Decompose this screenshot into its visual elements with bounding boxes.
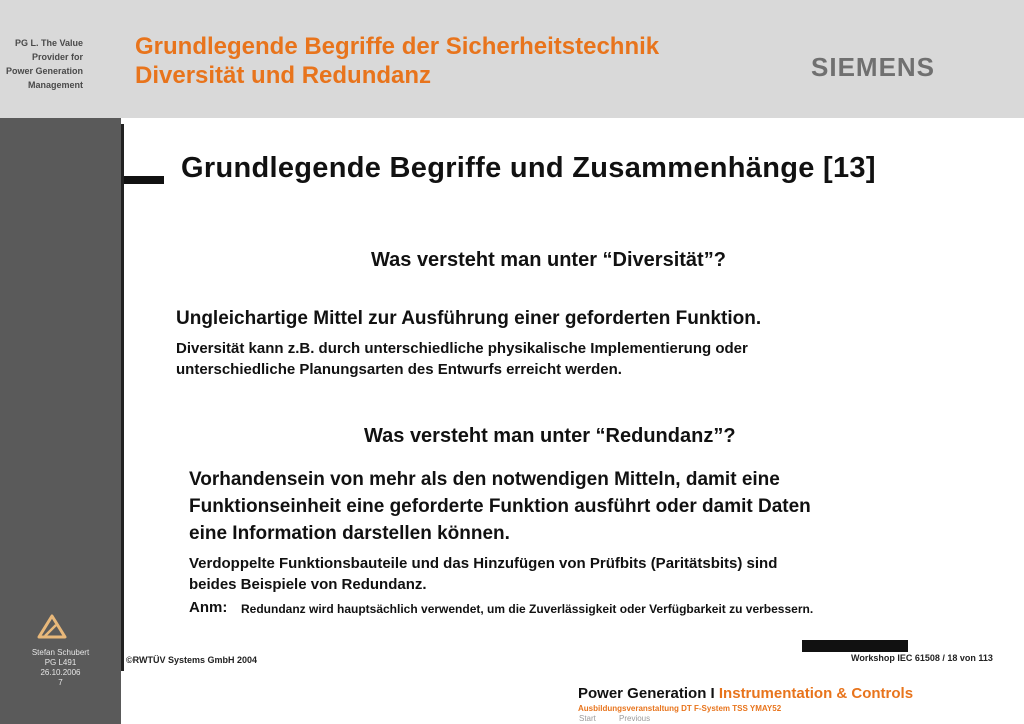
answer-redundancy-detail-2: beides Beispiele von Redundanz. (189, 576, 427, 593)
answer-diversity-detail-1: Diversität kann z.B. durch unterschiedliche physikalische Implementierung oder (176, 340, 748, 357)
question-diversity: Was versteht man unter “Diversität”? (371, 249, 726, 271)
author-name: Stefan Schubert (31, 648, 90, 657)
scan-copyright: ©RWTÜV Systems GmbH 2004 (126, 655, 258, 665)
footer-division (578, 685, 913, 702)
answer-redundancy-main-3: eine Information darstellen können. (189, 523, 510, 544)
scanned-slide (121, 124, 1024, 671)
siemens-logo: SIEMENS (811, 52, 936, 82)
note-text: Redundanz wird hauptsächlich verwendet, um die Zuverlässigkeit oder Verfügbarkeit zu verbessern. (241, 602, 814, 616)
nav-previous-link[interactable]: Previous (619, 714, 651, 723)
answer-diversity-main: Ungleichartige Mittel zur Ausführung einer geforderten Funktion. (176, 308, 762, 329)
heading-bullet (124, 176, 164, 184)
slide-date: 26.10.2006 (40, 668, 81, 677)
tagline-line-1: PG L. The Value (14, 38, 83, 48)
division-separator: I (710, 685, 715, 702)
answer-redundancy-detail-1: Verdoppelte Funktionsbauteile und das Hinzufügen von Prüfbits (Paritätsbits) sind (189, 555, 778, 572)
title-line-2: Diversität und Redundanz (135, 62, 432, 89)
title-line-1: Grundlegende Begriffe der Sicherheitstechnik (135, 33, 660, 60)
nav-start-link[interactable]: Start (579, 714, 596, 723)
area-name: Instrumentation & Controls (718, 685, 914, 702)
author-info (0, 648, 121, 688)
footer-subtitle: Ausbildungsveranstaltung DT F-System TSS YMAY52 (578, 704, 782, 713)
tagline-line-4: Management (27, 80, 83, 90)
tagline-line-3: Power Generation (5, 66, 83, 76)
scan-heading: Grundlegende Begriffe und Zusammenhänge [13] (181, 152, 876, 184)
tagline-line-2: Provider for (31, 52, 83, 62)
answer-redundancy-main-2: Funktionseinheit eine geforderte Funktion ausführt oder damit Daten (189, 496, 811, 517)
slide-title (135, 32, 659, 90)
answer-diversity-detail-2: unterschiedliche Planungsarten des Entwurfs erreicht werden. (176, 361, 622, 378)
division-name: Power Generation (578, 685, 707, 702)
redaction-bar (802, 640, 908, 652)
slide-number: 7 (58, 678, 63, 687)
triangle-logo-icon (36, 612, 68, 640)
scan-page-ref: Workshop IEC 61508 / 18 von 113 (851, 653, 993, 663)
note-label: Anm: (189, 599, 228, 616)
question-redundancy: Was versteht man unter “Redundanz”? (364, 425, 736, 447)
author-dept: PG L491 (44, 658, 77, 667)
tagline (6, 36, 83, 92)
answer-redundancy-main-1: Vorhandensein von mehr als den notwendigen Mitteln, damit eine (189, 469, 780, 490)
